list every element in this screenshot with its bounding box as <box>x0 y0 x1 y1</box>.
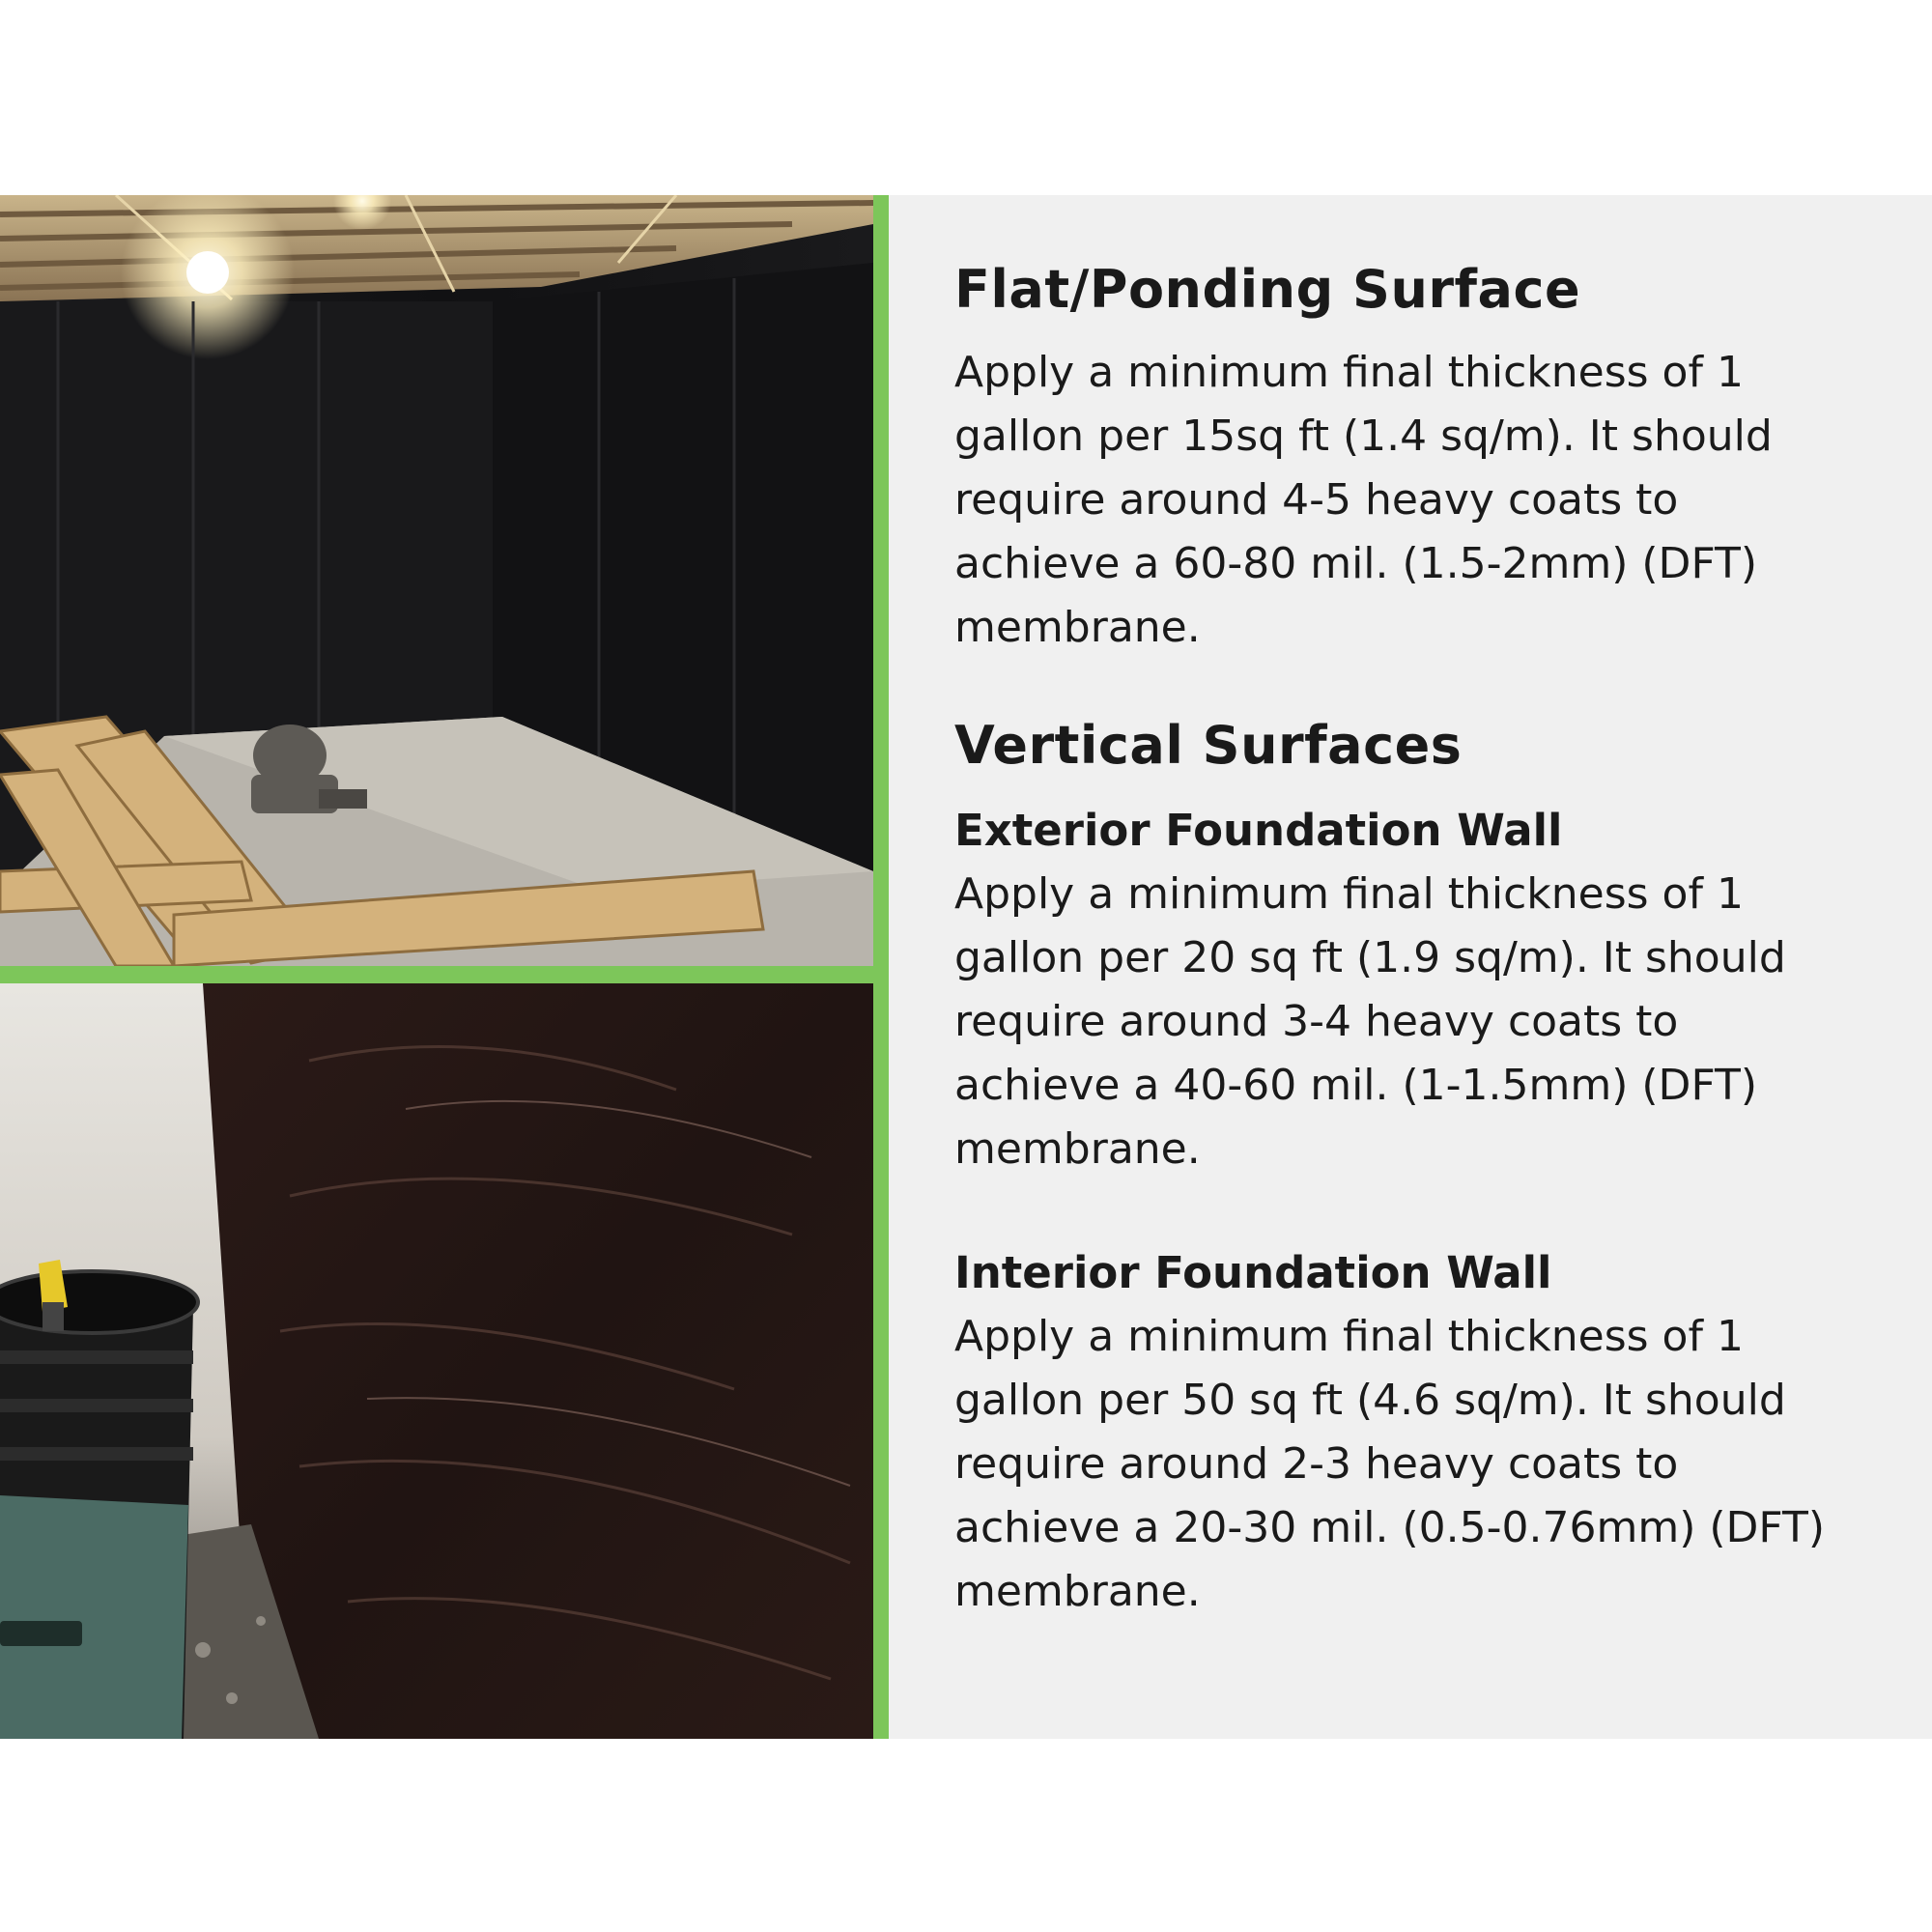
basement-wall-photo <box>0 195 873 966</box>
interior-wall-title: Interior Foundation Wall <box>954 1247 1552 1298</box>
flat-surface-body: Apply a minimum final thickness of 1 gallon per 15sq ft (1.4 sq/m). It should require around 4-5 heavy coats to achieve a 60-80 mil. (1.5-2mm) (DFT) membrane. <box>954 348 1773 652</box>
instructions-text <box>954 195 1882 1624</box>
exterior-wall-body: Apply a minimum final thickness of 1 gallon per 20 sq ft (1.9 sq/m). It should require around 3-4 heavy coats to achieve a 40-60 mil. (1-1.5mm) (DFT) membrane. <box>954 869 1786 1174</box>
vertical-surfaces-title: Vertical Surfaces <box>954 715 1463 776</box>
interior-wall-body: Apply a minimum final thickness of 1 gallon per 50 sq ft (4.6 sq/m). It should require around 2-3 heavy coats to achieve a 20-30 mil. (0.5-0.76mm) (DFT) membrane. <box>954 1312 1825 1616</box>
photo-column <box>0 195 889 1739</box>
exterior-wall-title: Exterior Foundation Wall <box>954 805 1563 856</box>
flat-surface-title: Flat/Ponding Surface <box>954 259 1581 320</box>
foundation-wall-photo <box>0 983 873 1739</box>
